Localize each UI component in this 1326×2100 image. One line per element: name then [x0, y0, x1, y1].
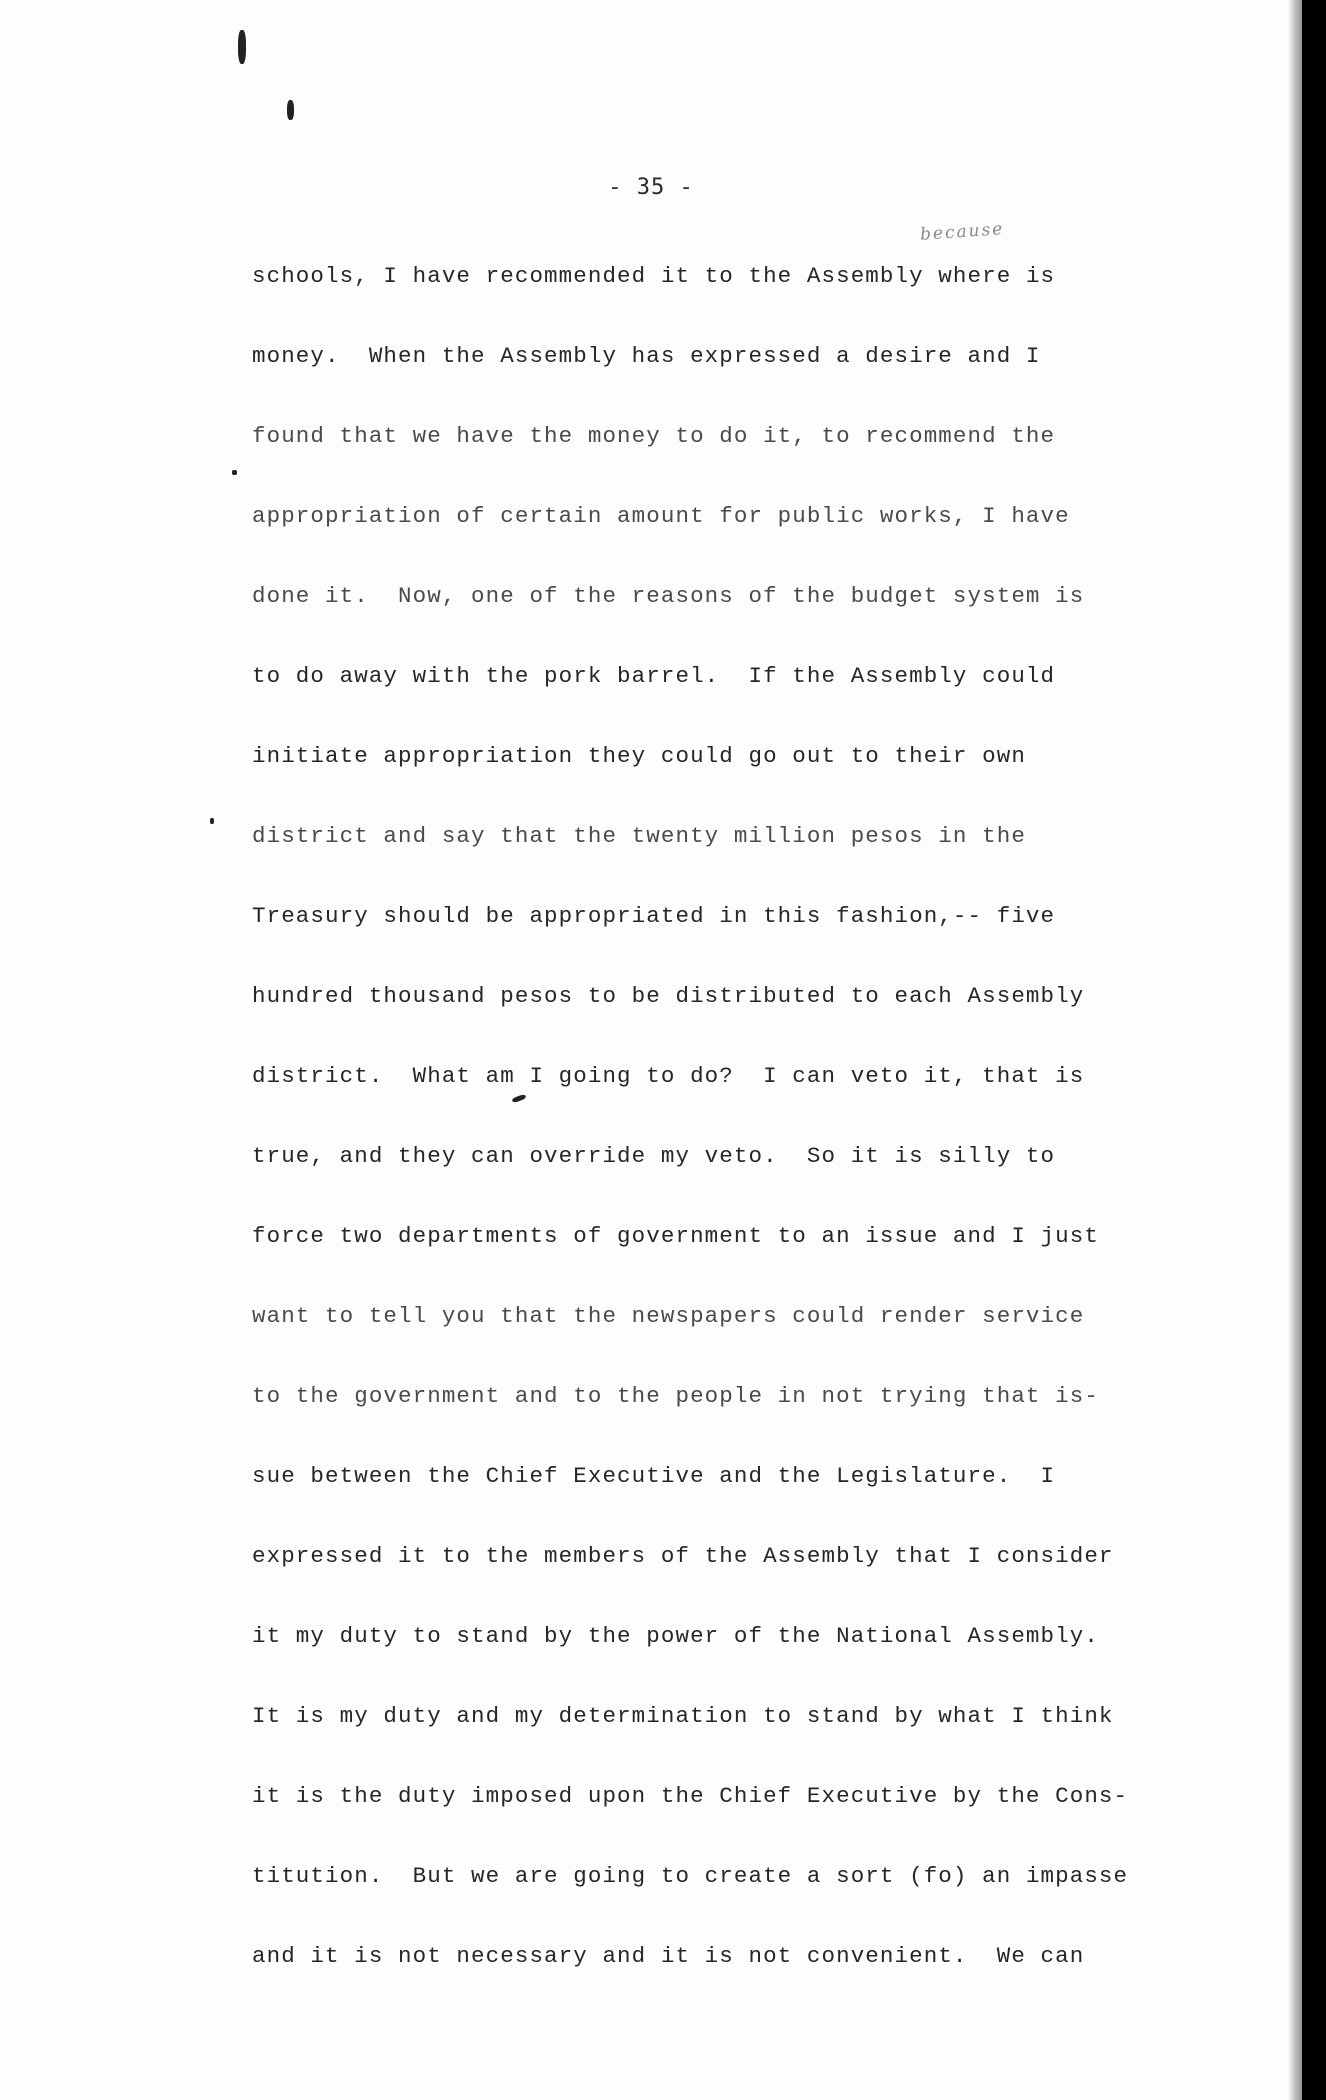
ink-smudge	[210, 818, 214, 824]
text-line: to the government and to the people in not trying that is-	[252, 1383, 1099, 1409]
text-line: district and say that the twenty million pesos in the	[252, 823, 1026, 849]
text-line: expressed it to the members of the Assembly that I consider	[252, 1543, 1114, 1569]
text-line: It is my duty and my determination to stand by what I think	[252, 1703, 1114, 1729]
page-edge-shadow	[1288, 0, 1302, 2100]
text-line: done it. Now, one of the reasons of the budget system is	[252, 583, 1085, 609]
text-line: to do away with the pork barrel. If the Assembly could	[252, 663, 1056, 689]
typed-transcript-body	[252, 256, 1192, 2016]
text-line: initiate appropriation they could go out to their own	[252, 743, 1026, 769]
text-line: titution. But we are going to create a sort (fo) an impasse	[252, 1863, 1129, 1889]
text-line: true, and they can override my veto. So it is silly to	[252, 1143, 1056, 1169]
ink-smudge	[232, 470, 237, 475]
text-line: want to tell you that the newspapers could render service	[252, 1303, 1085, 1329]
text-line: found that we have the money to do it, to recommend the	[252, 423, 1056, 449]
handwritten-margin-note: because	[919, 219, 1005, 245]
text-line: money. When the Assembly has expressed a desire and I	[252, 343, 1041, 369]
ink-smudge	[238, 30, 246, 64]
page-number: - 35 -	[608, 175, 694, 200]
text-line: it is the duty imposed upon the Chief Executive by the Cons-	[252, 1783, 1129, 1809]
text-line: appropriation of certain amount for public works, I have	[252, 503, 1070, 529]
text-line: Treasury should be appropriated in this fashion,-- five	[252, 903, 1056, 929]
text-line: it my duty to stand by the power of the National Assembly.	[252, 1623, 1099, 1649]
text-line: sue between the Chief Executive and the Legislature. I	[252, 1463, 1056, 1489]
text-line: force two departments of government to an issue and I just	[252, 1223, 1099, 1249]
ink-smudge	[287, 100, 294, 120]
text-line: schools, I have recommended it to the Assembly where is	[252, 263, 1056, 289]
text-line: district. What am I going to do? I can veto it, that is	[252, 1063, 1085, 1089]
text-line: hundred thousand pesos to be distributed to each Assembly	[252, 983, 1085, 1009]
text-line: and it is not necessary and it is not convenient. We can	[252, 1943, 1085, 1969]
